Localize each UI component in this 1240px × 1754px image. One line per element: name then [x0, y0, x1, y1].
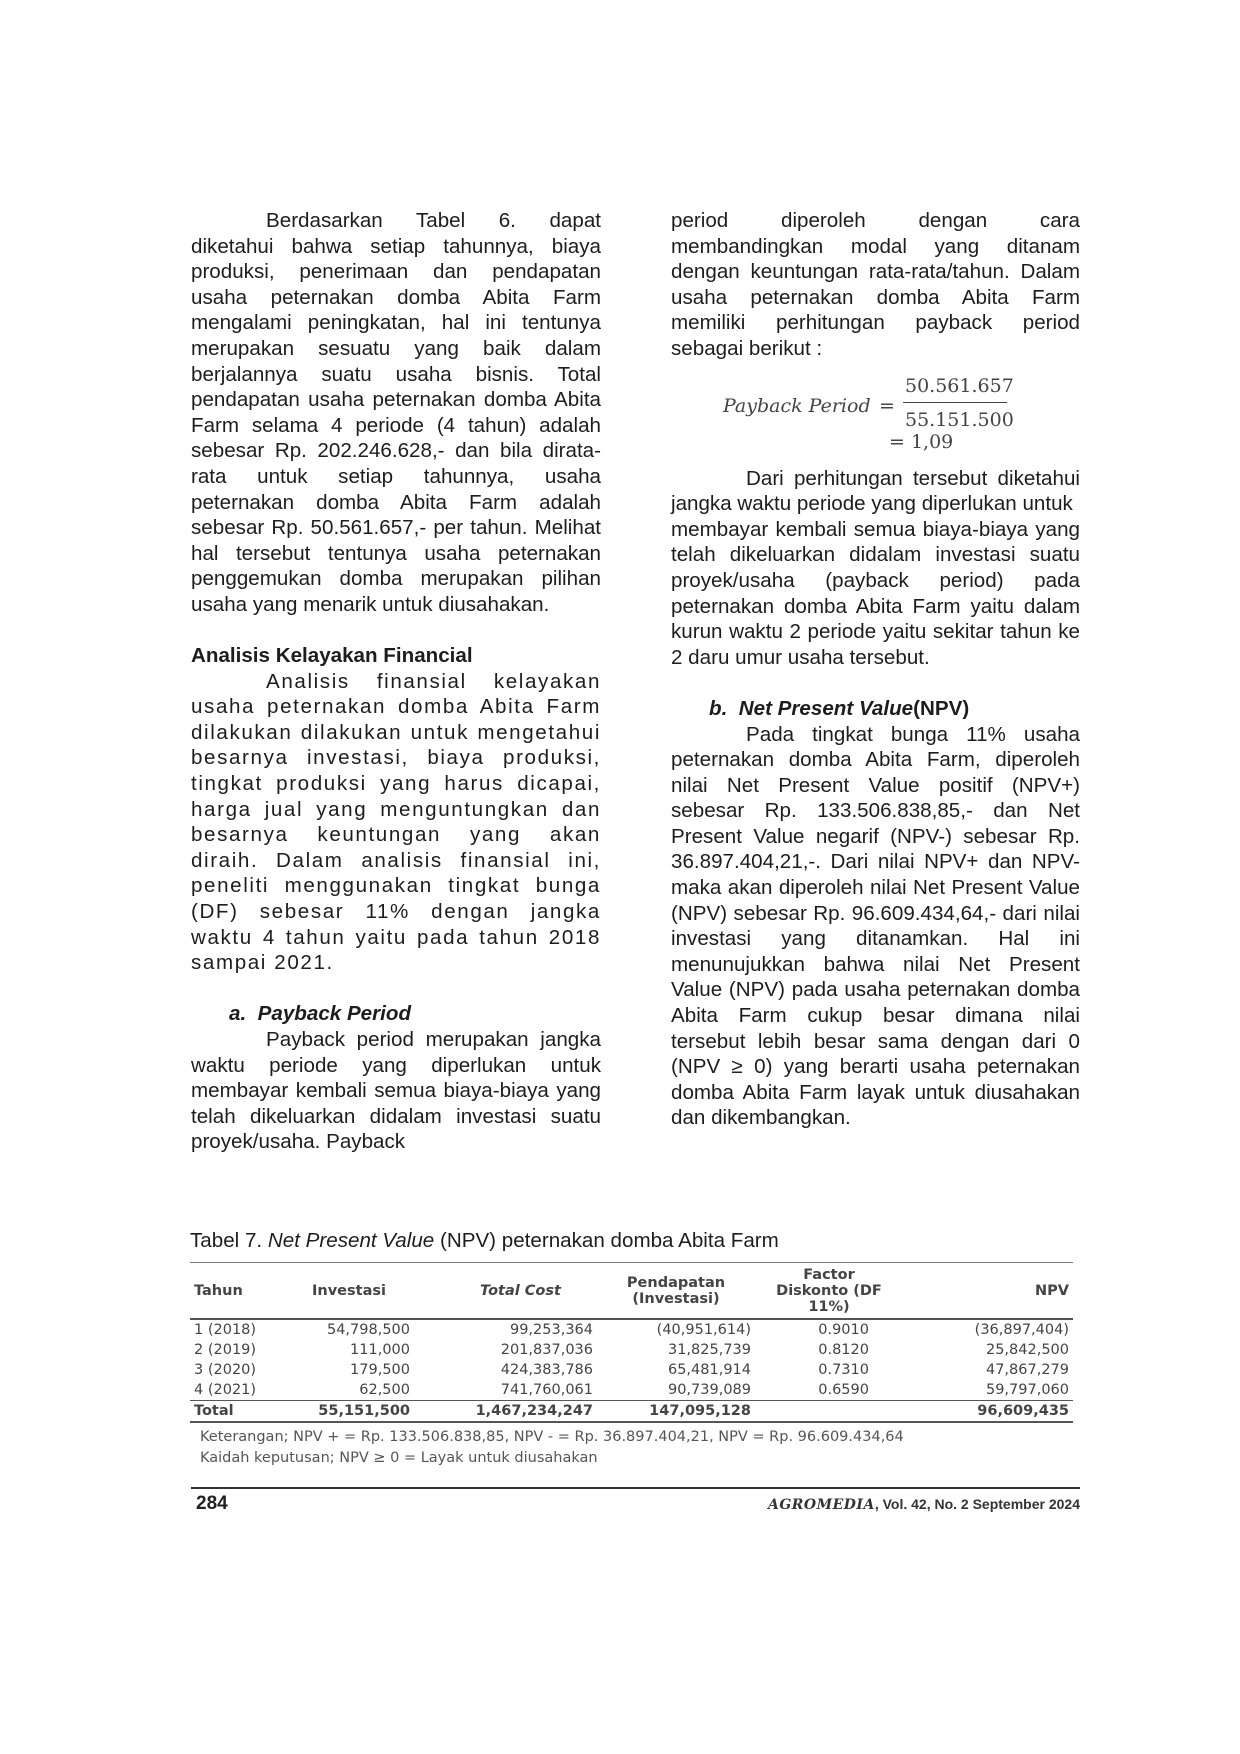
page-number: 284: [196, 1493, 228, 1514]
subsection-title-suffix: (NPV): [913, 696, 970, 720]
cell-total-factor: [755, 1401, 903, 1423]
header-factor-line3: 11%): [808, 1299, 850, 1315]
right-column: [671, 208, 1080, 1131]
footer-divider: [191, 1487, 1080, 1489]
formula-result: = 1,09: [889, 430, 954, 453]
formula-equals: =: [879, 394, 895, 417]
header-investasi: Investasi: [308, 1263, 444, 1320]
cell-total-cost: 201,837,036: [500, 1342, 593, 1358]
table-note-keterangan: Keterangan; NPV + = Rp. 133.506.838,85, NPV - = Rp. 36.897.404,21, NPV = Rp. 96.609.434,64: [200, 1429, 904, 1445]
cell-total-npv: 96,609,435: [903, 1401, 1073, 1423]
cell-npv: 25,842,500: [985, 1342, 1069, 1358]
header-factor: [755, 1263, 903, 1320]
paragraph-results-summary: Berdasarkan Tabel 6. dapat diketahui bahwa setiap tahunnya, biaya produksi, penerimaan dan pendapatan usaha peternakan domba Abita Farm mengalami peningkatan, hal ini tentunya merupakan sesuatu yang baik dalam berjalannya suatu usaha bisnis. Total pendapatan usaha peternakan domba Abita Farm selama 4 periode (4 tahun) adalah sebesar Rp. 202.246.628,- dan bila dirata-rata untuk setiap tahunnya, usaha peternakan domba Abita Farm adalah sebesar Rp. 50.561.657,- per tahun. Melihat hal tersebut tentunya usaha peternakan penggemukan domba merupakan pilihan usaha yang menarik untuk diusahakan.: [191, 209, 601, 616]
table-caption: [190, 1228, 1080, 1254]
subsection-letter: b.: [709, 696, 728, 720]
cell-pendapatan: 31,825,739: [667, 1342, 751, 1358]
section-heading-financial-feasibility: Analisis Kelayakan Financial: [191, 644, 473, 668]
paragraph-npv-result: Pada tingkat bunga 11% usaha peternakan domba Abita Farm, diperoleh nilai Net Present Value positif (NPV+) sebesar Rp. 133.506.838,85,- dan Net Present Value negarif (NPV-) sebesar Rp. 36.897.404,21,-. Dari nilai NPV+ dan NPV- maka akan diperoleh nilai Net Present Value (NPV) sebesar Rp. 96.609.434,64,- dari nilai investasi yang ditanamkan. Hal ini menunujukkan bahwa nilai Net Present Value (NPV) pada usaha peternakan domba Abita Farm cukup besar dimana nilai tersebut lebih besar sama dengan dari 0 (NPV ≥ 0) yang berarti usaha peternakan domba Abita Farm layak untuk diusahakan dan dikembangkan.: [671, 722, 1080, 1130]
paragraph-financial-analysis: [191, 669, 601, 976]
cell-investasi: 62,500: [308, 1380, 444, 1401]
table-note-kaidah: Kaidah keputusan; NPV ≥ 0 = Layak untuk diusahakan: [200, 1450, 598, 1466]
cell-tahun: 2 (2019): [194, 1342, 257, 1358]
formula-denominator: 55.151.500: [905, 408, 1014, 431]
cell-factor: 0.6590: [755, 1380, 903, 1401]
table-header-row: [190, 1263, 1073, 1320]
payback-formula: [671, 374, 1080, 456]
paragraph-financial-analysis-text: Analisis finansial kelayakan usaha peternakan domba Abita Farm dilakukan dilakukan untuk mengetahui besarnya investasi, biaya produksi, tingkat produksi yang harus dicapai, harga jual yang menguntungkan dan besarnya keuntungan yang akan diraih. Dalam analisis finansial ini, peneliti menggunakan tingkat bunga (DF) sebesar 11% dengan jangka waktu 4 tahun yaitu pada tahun 2018 sampai 2021.: [191, 669, 601, 975]
cell-pendapatan: 90,739,089: [597, 1380, 755, 1401]
cell-total-cost: 424,383,786: [500, 1362, 593, 1378]
cell-total-cost-sum: 1,467,234,247: [444, 1401, 597, 1423]
subsection-heading-npv: [671, 696, 1080, 722]
formula-numerator: 50.561.657: [905, 374, 1014, 397]
table-7-block: [190, 1228, 1080, 1469]
cell-npv: 47,867,279: [985, 1362, 1069, 1378]
cell-pendapatan: (40,951,614): [656, 1322, 751, 1338]
cell-factor: 0.9010: [818, 1322, 869, 1338]
header-tahun: Tahun: [190, 1263, 308, 1320]
cell-total-cost: 741,760,061: [444, 1380, 597, 1401]
header-factor-line2: Diskonto (DF: [776, 1283, 882, 1299]
npv-table: [190, 1262, 1073, 1423]
subsection-heading-payback: [191, 1001, 601, 1027]
table-total-row: [190, 1401, 1073, 1423]
cell-total-label: Total: [190, 1401, 308, 1423]
cell-npv: 59,797,060: [903, 1380, 1073, 1401]
header-pendapatan-line2: (Investasi): [632, 1291, 720, 1307]
cell-tahun: 4 (2021): [190, 1380, 308, 1401]
caption-suffix: (NPV) peternakan domba Abita Farm: [439, 1229, 779, 1252]
header-pendapatan-line1: Pendapatan: [626, 1275, 726, 1291]
left-column: [191, 208, 601, 1155]
table-row: [190, 1319, 1073, 1340]
cell-investasi: 111,000: [350, 1342, 410, 1358]
cell-pendapatan: 65,481,914: [667, 1362, 751, 1378]
cell-factor: 0.8120: [818, 1342, 869, 1358]
header-pendapatan: [597, 1263, 755, 1320]
subsection-title: Payback Period: [257, 1002, 412, 1026]
header-npv: NPV: [903, 1263, 1073, 1320]
cell-npv: (36,897,404): [974, 1322, 1069, 1338]
subsection-letter: a.: [229, 1002, 247, 1026]
header-total-cost: Total Cost: [444, 1263, 597, 1320]
cell-investasi: 54,798,500: [326, 1322, 410, 1338]
cell-total-pendapatan: 147,095,128: [597, 1401, 755, 1423]
journal-logo: AGROMEDIA: [767, 1497, 875, 1513]
table-row: [190, 1360, 1073, 1380]
formula-lhs: Payback Period: [723, 394, 871, 417]
subsection-title: Net Present Value: [738, 696, 914, 720]
table-row: [190, 1380, 1073, 1401]
cell-total-investasi: 55,151,500: [308, 1401, 444, 1423]
table-row: [190, 1340, 1073, 1360]
paragraph-payback-definition: Payback period merupakan jangka waktu periode yang diperlukan untuk membayar kembali semua biaya-biaya yang telah dikeluarkan didalam investasi suatu proyek/usaha. Payback: [191, 1028, 601, 1154]
journal-volume-info: , Vol. 42, No. 2 September 2024: [874, 1496, 1080, 1512]
fraction-bar: [903, 402, 1007, 403]
paragraph-payback-result-b: membayar kembali semua biaya-biaya yang telah dikeluarkan didalam investasi suatu proyek/usaha (payback period) pada peternakan domba Abita Farm yaitu dalam kurun waktu 2 periode yaitu sekitar tahun ke 2 daru umur usaha tersebut.: [671, 517, 1080, 669]
cell-factor: 0.7310: [818, 1362, 869, 1378]
caption-italic: Net Present Value: [267, 1229, 435, 1252]
cell-tahun: 3 (2020): [194, 1362, 257, 1378]
cell-total-cost: 99,253,364: [509, 1322, 593, 1338]
journal-reference: [768, 1496, 1080, 1513]
paragraph-payback-method: period diperoleh dengan cara membandingkan modal yang ditanam dengan keuntungan rata-rata/tahun. Dalam usaha peternakan domba Abita Farm memiliki perhitungan payback period sebagai berikut :: [671, 209, 1080, 360]
cell-investasi: 179,500: [350, 1362, 410, 1378]
header-factor-line1: Factor: [803, 1267, 855, 1283]
paragraph-payback-result-a: Dari perhitungan tersebut diketahui jangka waktu periode yang diperlukan untuk: [671, 466, 1080, 516]
caption-prefix: Tabel 7.: [190, 1229, 263, 1252]
cell-tahun: 1 (2018): [194, 1322, 257, 1338]
